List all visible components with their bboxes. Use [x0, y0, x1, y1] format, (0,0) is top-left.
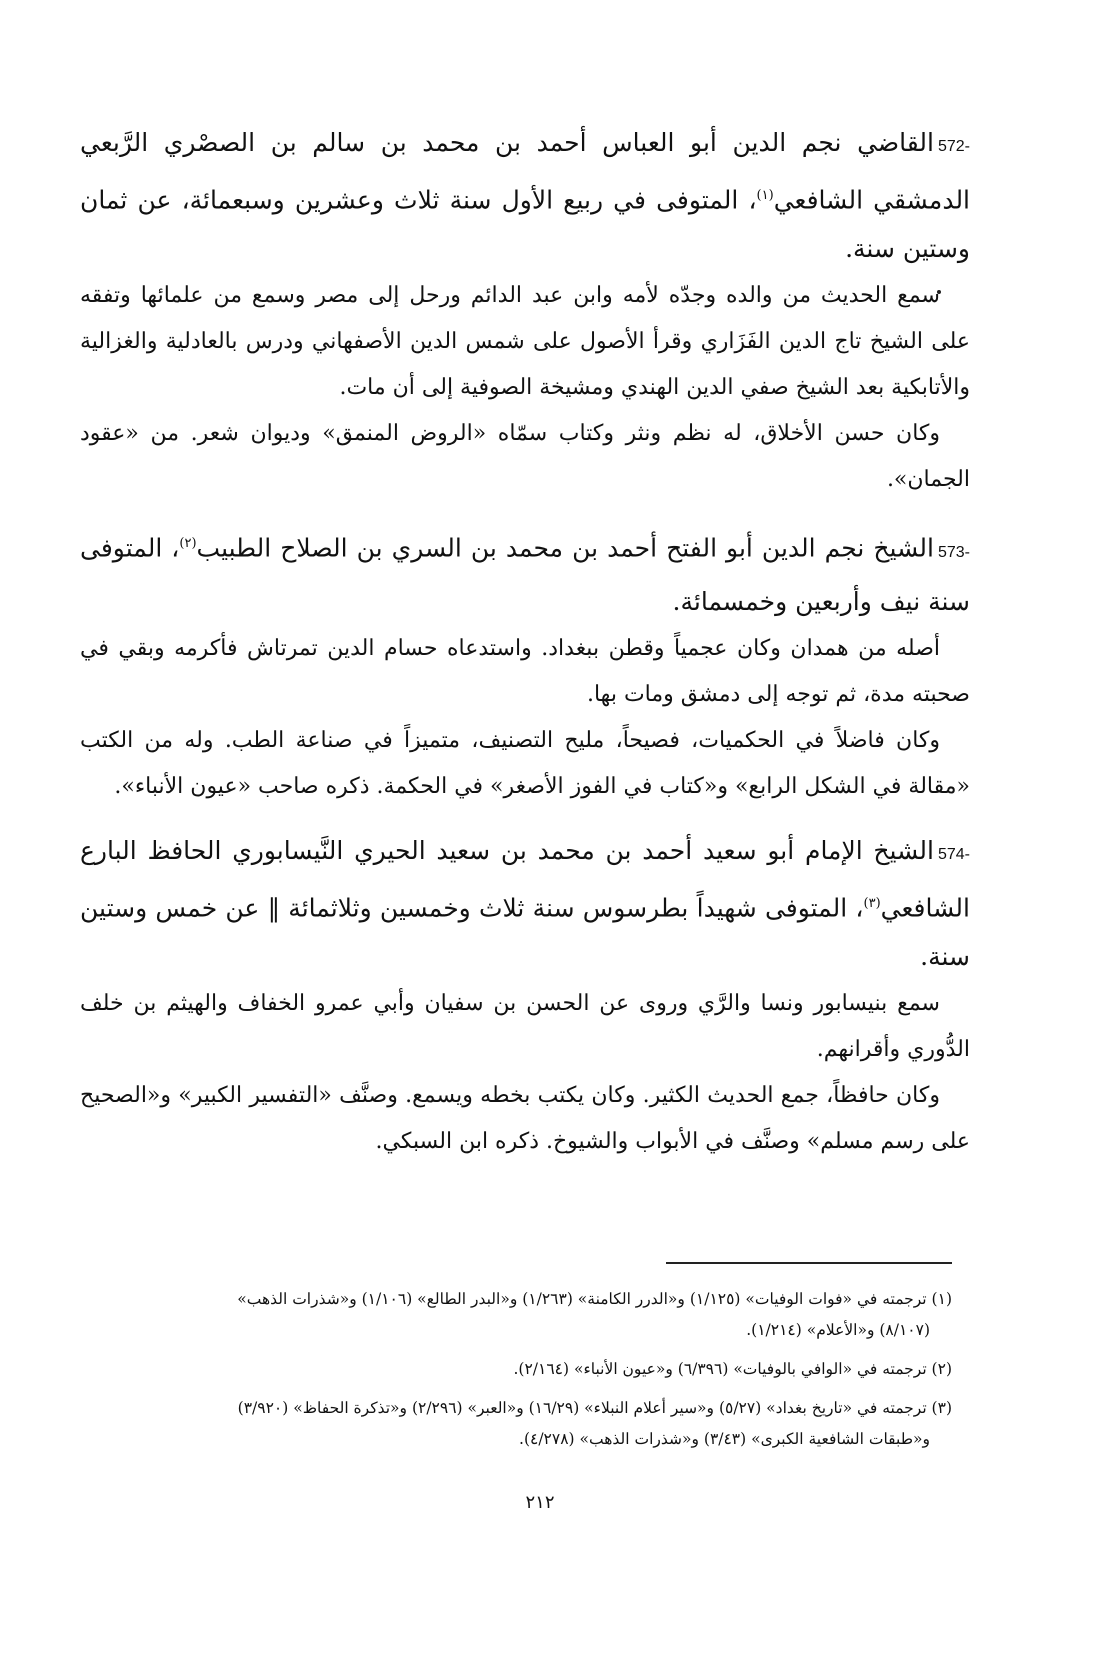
paragraph: وكان حافظاً، جمع الحديث الكثير. وكان يكتب بخطه ويسمع. وصنَّف «التفسير الكبير» و«الصحيح على رسم مسلم» وصنَّف في الأبواب والشيوخ. ذكره ابن السبكي. — [80, 1082, 970, 1154]
entry-number: 574- — [937, 845, 970, 863]
footnote-ref[interactable]: (٢) — [179, 536, 197, 552]
entry-heading — [80, 118, 970, 273]
entry-title-tail: ، المتوفى سنة نيف وأربعين وخمسمائة. — [80, 533, 970, 616]
paragraph: وكان فاضلاً في الحكميات، فصيحاً، مليح التصنيف، متميزاً في صناعة الطب. وله من الكتب «مقالة في الشكل الرابع» و«كتاب في الفوز الأصغر» في الحكمة. ذكره صاحب «عيون الأنباء». — [80, 727, 970, 799]
footnote-ref[interactable]: (٣) — [863, 895, 881, 911]
main-text — [80, 118, 970, 1181]
entry-heading — [80, 826, 970, 981]
entry-title: القاضي نجم الدين أبو العباس أحمد بن محمد بن سالم بن الصصْري الرَّبعي الدمشقي الشافعي — [80, 128, 971, 215]
entry-heading — [80, 519, 970, 625]
footnote-divider — [666, 1262, 952, 1264]
footnote-text: (٣) ترجمته في «تاريخ بغداد» (٥/٢٧) و«سير أعلام النبلاء» (١٦/٢٩) و«العبر» (٢/٢٩٦) و«تذكرة الحفاظ» (٣/٩٢٠) — [237, 1399, 952, 1417]
footnote-continuation: و«طبقات الشافعية الكبرى» (٣/٤٣) و«شذرات الذهب» (٤/٢٧٨). — [519, 1430, 930, 1448]
paragraph: وكان حسن الأخلاق، له نظم ونثر وكتاب سمّاه «الروض المنمق» وديوان شعر. من «عقود الجمان». — [80, 421, 970, 493]
entry-title-tail: ، المتوفى شهيداً بطرسوس سنة ثلاث وخمسين وثلاثمائة ‖ عن خمس وستين سنة. — [80, 892, 970, 971]
paragraph: سمع بنيسابور ونسا والرَّي وروى عن الحسن بن سفيان وأبي عمرو الخفاف والهيثم بن خلف الدُّوري وأقرانهم. — [80, 990, 970, 1062]
footnote-ref[interactable]: (١) — [756, 188, 774, 203]
footnotes — [110, 1284, 952, 1463]
entry-number: 572- — [937, 138, 970, 155]
entry-572 — [80, 118, 970, 503]
footnote-1 — [110, 1284, 952, 1346]
footnote-continuation: (٨/١٠٧) و«الأعلام» (١/٢١٤). — [746, 1321, 930, 1339]
entry-title: الشيخ الإمام أبو سعيد أحمد بن محمد بن سعيد الحيري النَّيسابوري الحافظ البارع الشافعي — [80, 835, 970, 922]
entry-title: الشيخ نجم الدين أبو الفتح أحمد بن محمد بن السري بن الصلاح الطبيب — [196, 533, 934, 563]
entry-573 — [80, 519, 970, 809]
page-number: ٢١٢ — [525, 1492, 555, 1513]
entry-number: 573- — [937, 543, 970, 561]
paragraph: سمع الحديث من والده وجدّه لأمه وابن عبد الدائم ورحل إلى مصر وسمع من علمائها وتفقه على الشيخ تاج الدين الفَزَاري وقرأ الأصول على شمس الدين الأصفهاني ودرس بالعادلية والغزالية والأتابكية بعد الشيخ صفي الدين الهندي ومشيخة الصوفية إلى أن مات. — [80, 283, 970, 401]
footnote-2 — [110, 1354, 952, 1385]
entry-574 — [80, 826, 970, 1165]
footnote-text: (٢) ترجمته في «الوافي بالوفيات» (٦/٣٩٦) و«عيون الأنباء» (٢/١٦٤). — [513, 1360, 952, 1378]
entry-title-tail: ، المتوفى في ربيع الأول سنة ثلاث وعشرين وسبعمائة، عن ثمان وستين سنة. — [80, 185, 970, 264]
footnote-3 — [110, 1393, 952, 1455]
footnote-text: (١) ترجمته في «فوات الوفيات» (١/١٢٥) و«الدرر الكامنة» (١/٢٦٣) و«البدر الطالع» (١/١٠٦) و«شذرات الذهب» — [237, 1290, 952, 1308]
paragraph: أصله من همدان وكان عجمياً وقطن ببغداد. واستدعاه حسام الدين تمرتاش فأكرمه وبقي في صحبته مدة، ثم توجه إلى دمشق ومات بها. — [80, 635, 970, 707]
